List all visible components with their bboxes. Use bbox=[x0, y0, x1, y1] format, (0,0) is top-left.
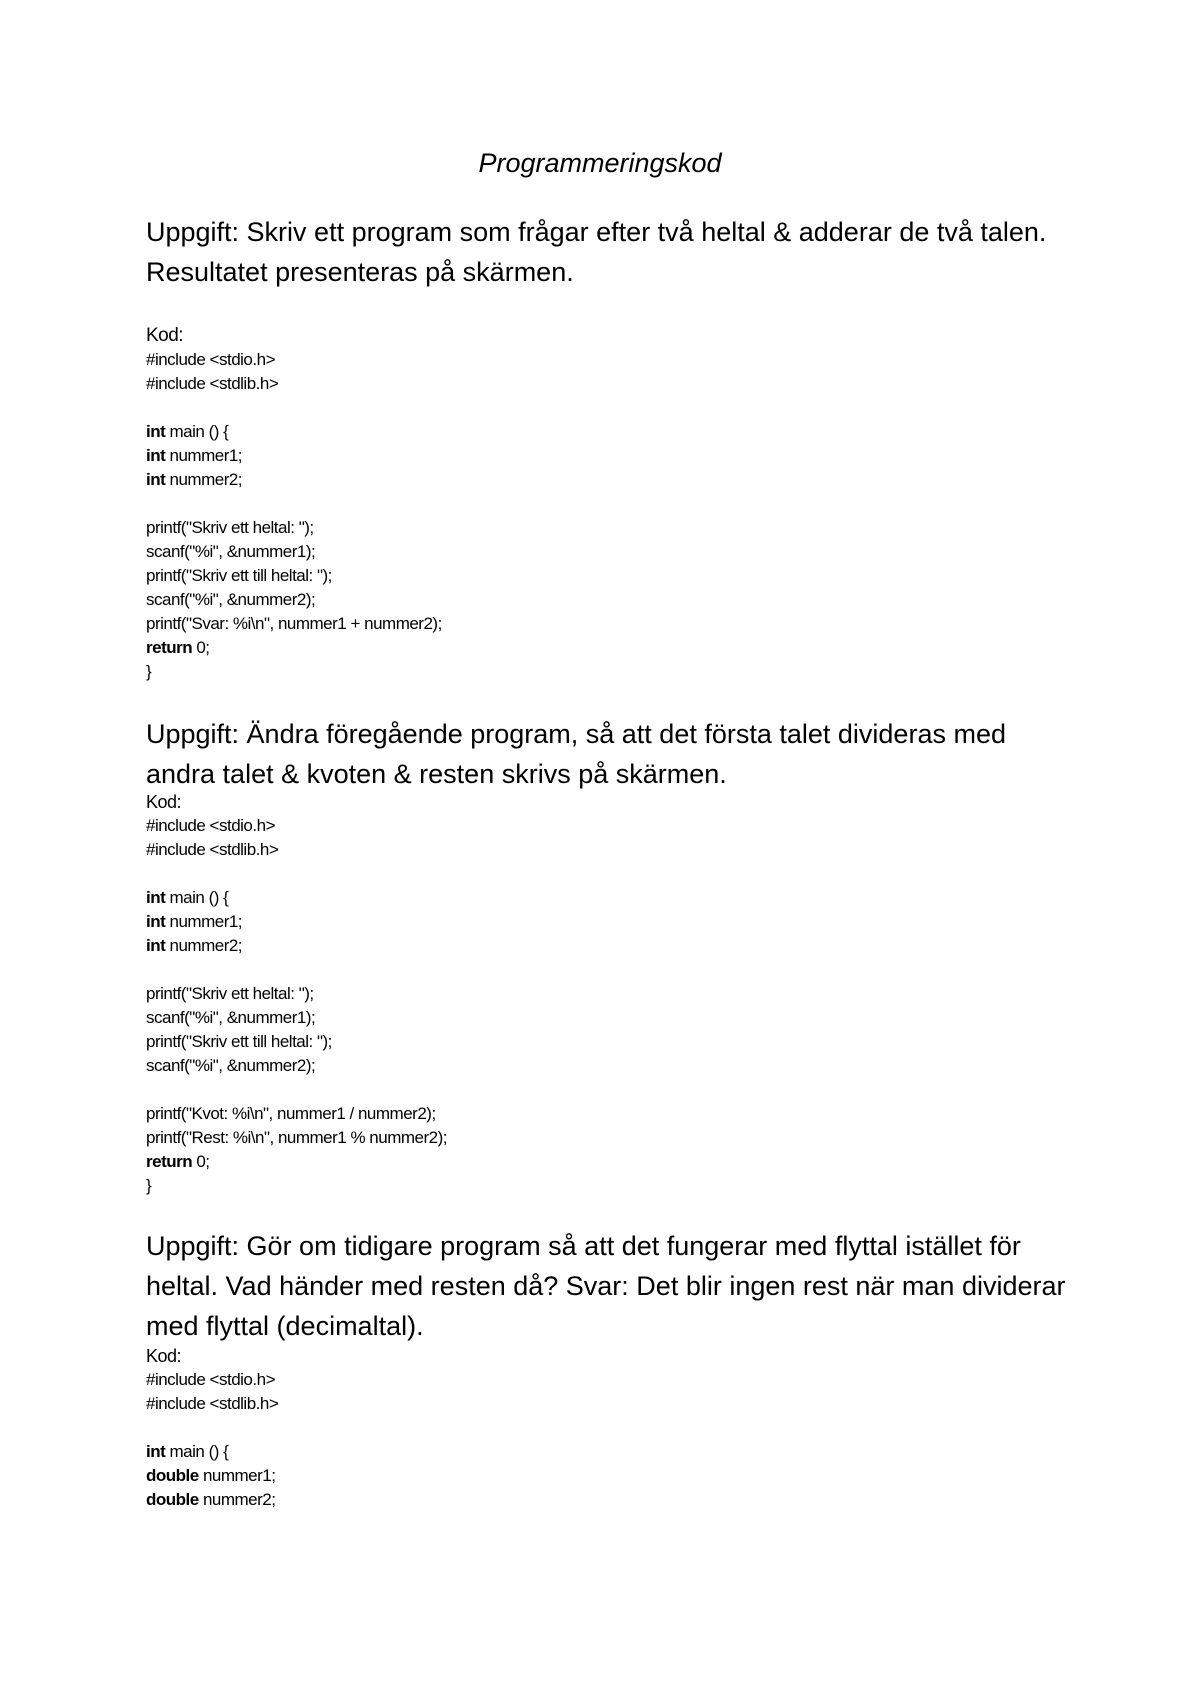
code-text: printf("Skriv ett heltal: "); bbox=[146, 984, 314, 1003]
code-line bbox=[146, 1392, 1046, 1416]
code-text: #include <stdio.h> bbox=[146, 816, 275, 835]
code-line bbox=[146, 1416, 1046, 1440]
code-text: #include <stdlib.h> bbox=[146, 1394, 279, 1413]
code-block-1 bbox=[146, 324, 1046, 684]
code-line bbox=[146, 564, 1046, 588]
code-text: #include <stdio.h> bbox=[146, 1370, 275, 1389]
code-line bbox=[146, 814, 1046, 838]
code-line bbox=[146, 1054, 1046, 1078]
code-line bbox=[146, 1368, 1046, 1392]
code-text: printf("Skriv ett heltal: "); bbox=[146, 518, 314, 537]
code-line bbox=[146, 1440, 1046, 1464]
code-keyword: int bbox=[146, 470, 166, 489]
code-text: nummer2; bbox=[165, 936, 243, 955]
code-text: scanf("%i", &nummer1); bbox=[146, 542, 316, 561]
code-line bbox=[146, 444, 1046, 468]
code-line bbox=[146, 468, 1046, 492]
code-text: printf("Rest: %i\n", nummer1 % nummer2); bbox=[146, 1128, 447, 1147]
code-line bbox=[146, 1150, 1046, 1174]
code-line bbox=[146, 910, 1046, 934]
code-text: #include <stdlib.h> bbox=[146, 840, 279, 859]
code-text: main () { bbox=[165, 422, 229, 441]
code-line bbox=[146, 396, 1046, 420]
code-text: nummer2; bbox=[165, 470, 243, 489]
code-text: printf("Skriv ett till heltal: "); bbox=[146, 1032, 332, 1051]
kod-label: Kod: bbox=[146, 1346, 182, 1366]
code-line bbox=[146, 660, 1046, 684]
code-text: #include <stdio.h> bbox=[146, 350, 275, 369]
code-text: nummer1; bbox=[165, 912, 243, 931]
code-line bbox=[146, 1464, 1046, 1488]
code-keyword: int bbox=[146, 446, 166, 465]
task-3-text: Uppgift: Gör om tidigare program så att det fungerar med flyttal istället för heltal. Vad händer med resten då? Svar: Det blir ingen rest när man dividerar med flyttal (decimaltal). bbox=[146, 1231, 1066, 1341]
code-text: printf("Svar: %i\n", nummer1 + nummer2); bbox=[146, 614, 442, 633]
code-text: } bbox=[146, 1176, 152, 1195]
code-line bbox=[146, 934, 1046, 958]
document-title: Programmeringskod bbox=[478, 148, 722, 178]
code-line bbox=[146, 1030, 1046, 1054]
code-line bbox=[146, 492, 1046, 516]
code-line bbox=[146, 1006, 1046, 1030]
code-line bbox=[146, 958, 1046, 982]
code-keyword: int bbox=[146, 1442, 166, 1461]
code-keyword: int bbox=[146, 888, 166, 907]
code-line bbox=[146, 420, 1046, 444]
code-line bbox=[146, 1488, 1046, 1512]
kod-label: Kod: bbox=[146, 792, 182, 812]
code-line bbox=[146, 1174, 1046, 1198]
code-block-3 bbox=[146, 1344, 1046, 1512]
code-keyword: int bbox=[146, 936, 166, 955]
code-text: 0; bbox=[192, 1152, 210, 1171]
code-keyword: double bbox=[146, 1490, 199, 1509]
code-text: nummer1; bbox=[165, 446, 243, 465]
task-1-text: Uppgift: Skriv ett program som frågar efter två heltal & adderar de två talen. Resultatet presenteras på skärmen. bbox=[146, 217, 1047, 287]
code-line bbox=[146, 982, 1046, 1006]
code-text: } bbox=[146, 662, 152, 681]
code-line bbox=[146, 1102, 1046, 1126]
task-2-text: Uppgift: Ändra föregående program, så att det första talet divideras med andra talet & kvoten & resten skrivs på skärmen. bbox=[146, 719, 1006, 789]
code-line bbox=[146, 1078, 1046, 1102]
code-block-2 bbox=[146, 790, 1046, 1198]
code-text: scanf("%i", &nummer1); bbox=[146, 1008, 316, 1027]
code-text: #include <stdlib.h> bbox=[146, 374, 279, 393]
code-line bbox=[146, 886, 1046, 910]
code-keyword: int bbox=[146, 422, 166, 441]
code-keyword: int bbox=[146, 912, 166, 931]
code-text: printf("Skriv ett till heltal: "); bbox=[146, 566, 332, 585]
code-line bbox=[146, 540, 1046, 564]
code-text: 0; bbox=[192, 638, 210, 657]
code-text: scanf("%i", &nummer2); bbox=[146, 590, 316, 609]
code-line bbox=[146, 838, 1046, 862]
code-text: scanf("%i", &nummer2); bbox=[146, 1056, 316, 1075]
kod-label: Kod: bbox=[146, 325, 184, 346]
code-keyword: double bbox=[146, 1466, 199, 1485]
code-text: nummer2; bbox=[198, 1490, 276, 1509]
code-line bbox=[146, 636, 1046, 660]
code-line bbox=[146, 1126, 1046, 1150]
code-line bbox=[146, 862, 1046, 886]
code-text: main () { bbox=[165, 888, 229, 907]
code-line bbox=[146, 372, 1046, 396]
code-text: nummer1; bbox=[198, 1466, 276, 1485]
code-keyword: return bbox=[146, 1152, 193, 1171]
code-line bbox=[146, 516, 1046, 540]
code-line bbox=[146, 588, 1046, 612]
code-line bbox=[146, 612, 1046, 636]
code-keyword: return bbox=[146, 638, 193, 657]
code-text: printf("Kvot: %i\n", nummer1 / nummer2); bbox=[146, 1104, 436, 1123]
code-text: main () { bbox=[165, 1442, 229, 1461]
code-line bbox=[146, 348, 1046, 372]
